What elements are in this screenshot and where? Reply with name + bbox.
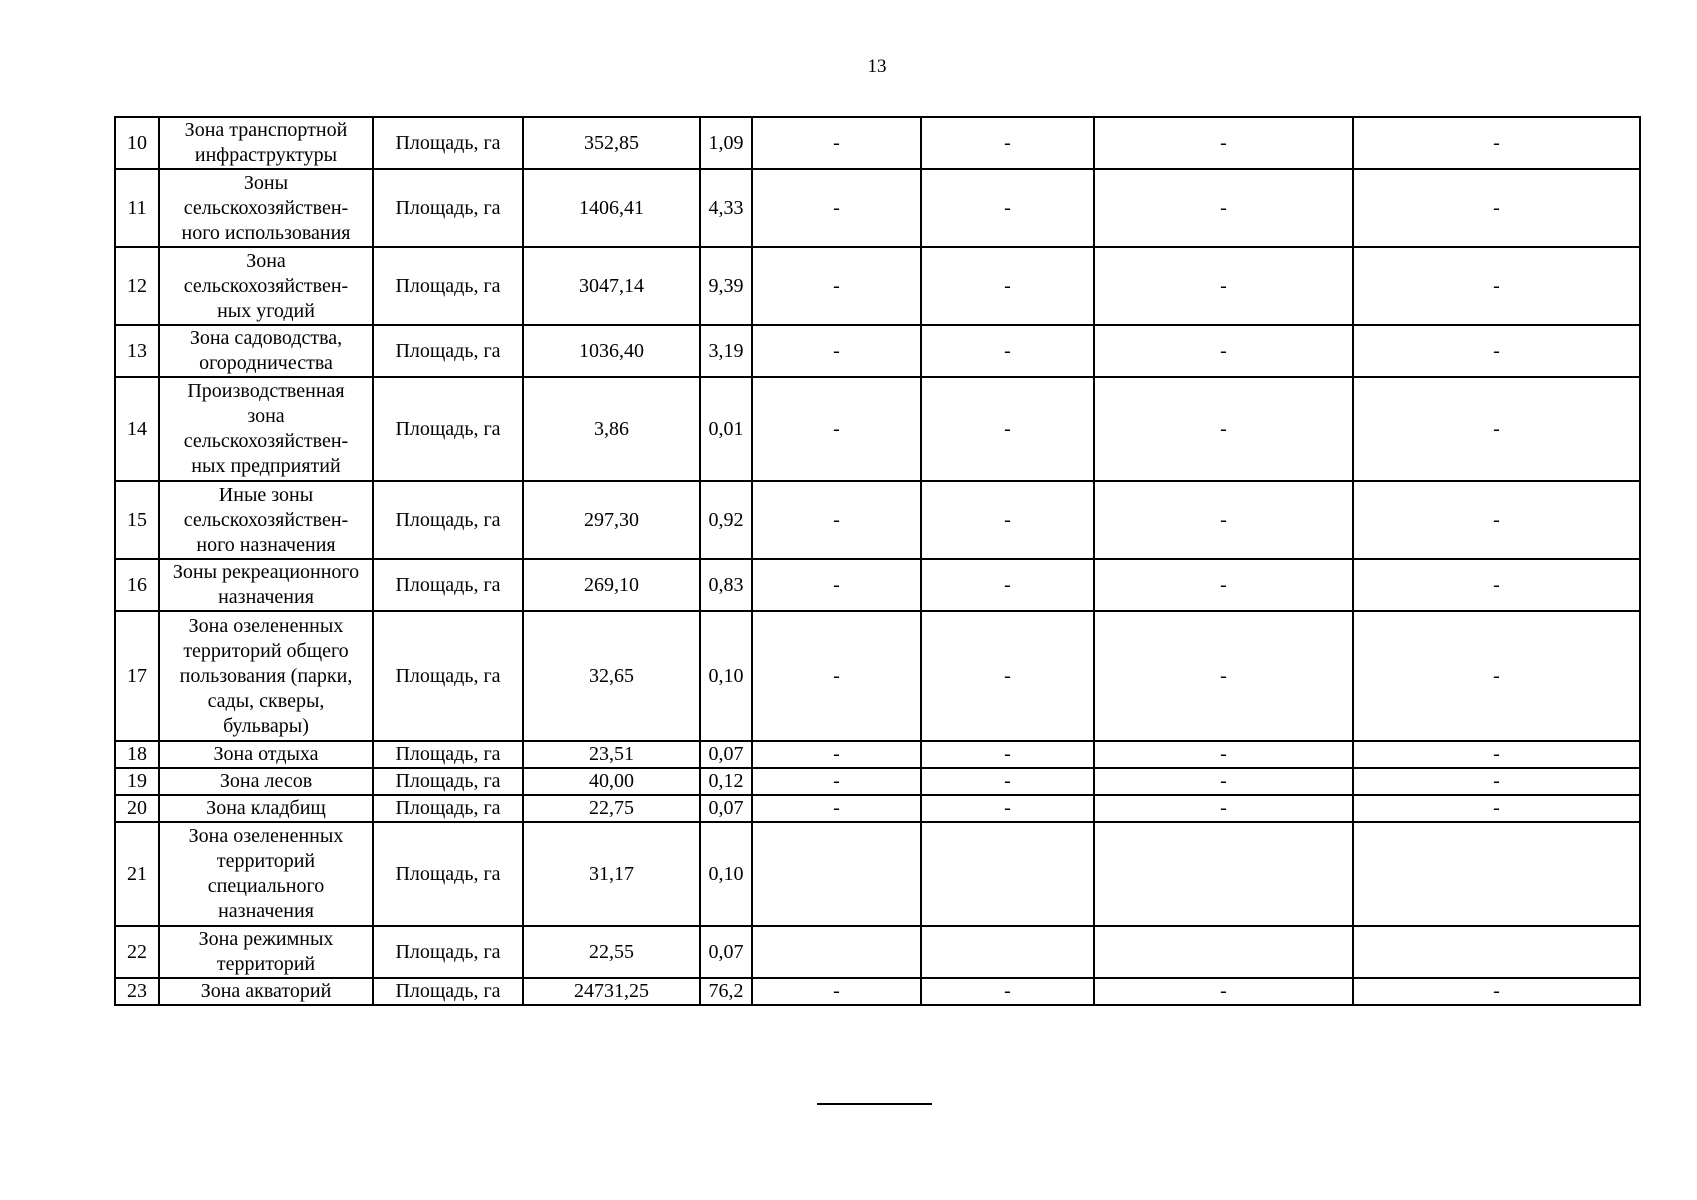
zone-name-line: зона [247,405,285,427]
indicator-cell: Площадь, га [373,117,523,169]
column-6-cell: - [752,247,921,325]
column-8-cell: - [1094,741,1353,768]
column-7-cell: - [921,741,1094,768]
column-8-cell: - [1094,169,1353,247]
column-6-cell: - [752,768,921,795]
row-number-cell: 15 [115,481,159,559]
row-number-cell: 14 [115,377,159,481]
table-row [115,611,1640,741]
percent-cell: 0,07 [700,926,752,978]
table-row [115,741,1640,768]
column-8-cell: - [1094,978,1353,1005]
table-row [115,377,1640,481]
percent-cell: 0,07 [700,795,752,822]
column-7-cell [921,926,1094,978]
indicator-cell: Площадь, га [373,247,523,325]
percent-cell: 0,92 [700,481,752,559]
row-number-cell: 21 [115,822,159,926]
zone-name-line: ных угодий [217,299,315,322]
column-9-cell: - [1353,768,1640,795]
column-7-cell: - [921,795,1094,822]
indicator-cell: Площадь, га [373,741,523,768]
indicator-cell: Площадь, га [373,978,523,1005]
row-number-cell: 23 [115,978,159,1005]
column-6-cell: - [752,741,921,768]
zone-name-line: ных предприятий [191,455,341,477]
table-row [115,978,1640,1005]
percent-cell: 0,07 [700,741,752,768]
column-6-cell [752,926,921,978]
indicator-cell: Площадь, га [373,169,523,247]
column-7-cell: - [921,768,1094,795]
zone-name-line: Зона озелененных [188,614,344,637]
percent-cell: 0,83 [700,559,752,611]
page-number: 13 [867,56,887,77]
zone-name-line: ного использования [181,221,351,244]
zone-name-cell [159,795,373,822]
zone-name-line: огородничества [199,352,333,374]
column-6-cell: - [752,377,921,481]
column-8-cell: - [1094,768,1353,795]
zone-name-cell [159,741,373,768]
indicator-cell: Площадь, га [373,822,523,926]
percent-cell: 76,2 [700,978,752,1005]
area-value-cell: 3,86 [523,377,700,481]
column-7-cell: - [921,169,1094,247]
zone-name-line: назначения [218,900,314,922]
column-8-cell: - [1094,117,1353,169]
column-7-cell: - [921,481,1094,559]
zone-name-line: Зона [246,249,286,272]
column-6-cell: - [752,325,921,377]
zone-name-line: Зона отдыха [213,743,319,765]
column-6-cell: - [752,611,921,741]
zone-name-cell [159,377,373,481]
row-number-cell: 13 [115,325,159,377]
zone-name-line: Зона транспортной [184,119,348,141]
column-6-cell: - [752,559,921,611]
column-6-cell: - [752,795,921,822]
zone-name-line: Зона лесов [219,770,313,792]
column-9-cell: - [1353,117,1640,169]
indicator-cell: Площадь, га [373,611,523,741]
column-9-cell: - [1353,481,1640,559]
zone-name-line: территорий общего [183,639,349,662]
column-7-cell: - [921,117,1094,169]
area-value-cell: 22,75 [523,795,700,822]
column-6-cell [752,822,921,926]
table-row [115,559,1640,611]
zone-name-cell [159,325,373,377]
zone-name-line: Зона акваторий [200,980,332,1002]
row-number-cell: 19 [115,768,159,795]
indicator-cell: Площадь, га [373,795,523,822]
table-row [115,768,1640,795]
zone-name-line: Зона озелененных [188,825,344,847]
zone-name-cell [159,822,373,926]
zone-name-cell [159,768,373,795]
row-number-cell: 17 [115,611,159,741]
zone-name-line: сельскохозяйствен- [183,508,349,531]
percent-cell: 4,33 [700,169,752,247]
zone-name-cell [159,559,373,611]
area-value-cell: 297,30 [523,481,700,559]
area-value-cell: 1406,41 [523,169,700,247]
area-value-cell: 23,51 [523,741,700,768]
zones-table [114,116,1641,1006]
column-9-cell: - [1353,559,1640,611]
zones-table-body [115,117,1640,1005]
area-value-cell: 269,10 [523,559,700,611]
zone-name-cell [159,481,373,559]
column-8-cell: - [1094,377,1353,481]
column-8-cell [1094,822,1353,926]
footer-rule [817,1103,932,1105]
area-value-cell: 32,65 [523,611,700,741]
column-9-cell: - [1353,795,1640,822]
table-row [115,117,1640,169]
percent-cell: 0,10 [700,611,752,741]
column-9-cell [1353,822,1640,926]
table-row [115,325,1640,377]
zone-name-cell [159,169,373,247]
area-value-cell: 31,17 [523,822,700,926]
area-value-cell: 22,55 [523,926,700,978]
table-row [115,822,1640,926]
column-9-cell: - [1353,978,1640,1005]
indicator-cell: Площадь, га [373,481,523,559]
zone-name-line: Зона кладбищ [206,797,326,819]
indicator-cell: Площадь, га [373,768,523,795]
row-number-cell: 12 [115,247,159,325]
indicator-cell: Площадь, га [373,377,523,481]
row-number-cell: 16 [115,559,159,611]
row-number-cell: 20 [115,795,159,822]
column-6-cell: - [752,169,921,247]
zone-name-line: Зона режимных [198,928,334,950]
table-row [115,169,1640,247]
column-8-cell: - [1094,481,1353,559]
zone-name-line: инфраструктуры [194,144,338,166]
zone-name-line: ного назначения [196,533,336,556]
indicator-cell: Площадь, га [373,926,523,978]
zone-name-line: пользования (парки, [179,664,353,687]
column-9-cell: - [1353,377,1640,481]
column-8-cell [1094,926,1353,978]
area-value-cell: 352,85 [523,117,700,169]
zone-name-line: назначения [218,586,314,608]
zone-name-line: Иные зоны [218,483,314,506]
zone-name-line: Зона садоводства, [189,327,343,349]
percent-cell: 0,12 [700,768,752,795]
column-7-cell [921,822,1094,926]
zone-name-line: Зоны [243,171,289,194]
column-7-cell: - [921,978,1094,1005]
column-8-cell: - [1094,611,1353,741]
zone-name-cell [159,926,373,978]
column-9-cell: - [1353,247,1640,325]
zone-name-line: сельскохозяйствен- [183,196,349,219]
zone-name-cell [159,978,373,1005]
column-8-cell: - [1094,795,1353,822]
column-7-cell: - [921,559,1094,611]
zone-name-line: бульвары) [223,714,309,737]
table-row [115,926,1640,978]
column-9-cell: - [1353,325,1640,377]
zone-name-cell [159,611,373,741]
column-9-cell: - [1353,741,1640,768]
column-7-cell: - [921,325,1094,377]
zone-name-line: Производственная [187,380,345,402]
percent-cell: 0,01 [700,377,752,481]
column-7-cell: - [921,611,1094,741]
indicator-cell: Площадь, га [373,559,523,611]
table-row [115,795,1640,822]
area-value-cell: 40,00 [523,768,700,795]
zone-name-line: специального [207,875,325,897]
zone-name-cell [159,117,373,169]
zone-name-line: Зоны рекреационного [172,561,360,583]
table-row [115,247,1640,325]
row-number-cell: 18 [115,741,159,768]
column-9-cell [1353,926,1640,978]
area-value-cell: 3047,14 [523,247,700,325]
column-8-cell: - [1094,559,1353,611]
row-number-cell: 10 [115,117,159,169]
percent-cell: 9,39 [700,247,752,325]
column-6-cell: - [752,978,921,1005]
percent-cell: 0,10 [700,822,752,926]
column-6-cell: - [752,117,921,169]
zone-name-cell [159,247,373,325]
column-7-cell: - [921,377,1094,481]
area-value-cell: 1036,40 [523,325,700,377]
zone-name-line: сельскохозяйствен- [183,430,349,452]
zone-name-line: территорий [216,953,316,975]
zone-name-line: территорий [216,850,316,872]
column-9-cell: - [1353,611,1640,741]
column-7-cell: - [921,247,1094,325]
area-value-cell: 24731,25 [523,978,700,1005]
column-8-cell: - [1094,325,1353,377]
percent-cell: 1,09 [700,117,752,169]
zone-name-line: сельскохозяйствен- [183,274,349,297]
percent-cell: 3,19 [700,325,752,377]
table-row [115,481,1640,559]
zone-name-line: сады, скверы, [207,689,325,712]
column-6-cell: - [752,481,921,559]
column-9-cell: - [1353,169,1640,247]
row-number-cell: 22 [115,926,159,978]
indicator-cell: Площадь, га [373,325,523,377]
column-8-cell: - [1094,247,1353,325]
row-number-cell: 11 [115,169,159,247]
